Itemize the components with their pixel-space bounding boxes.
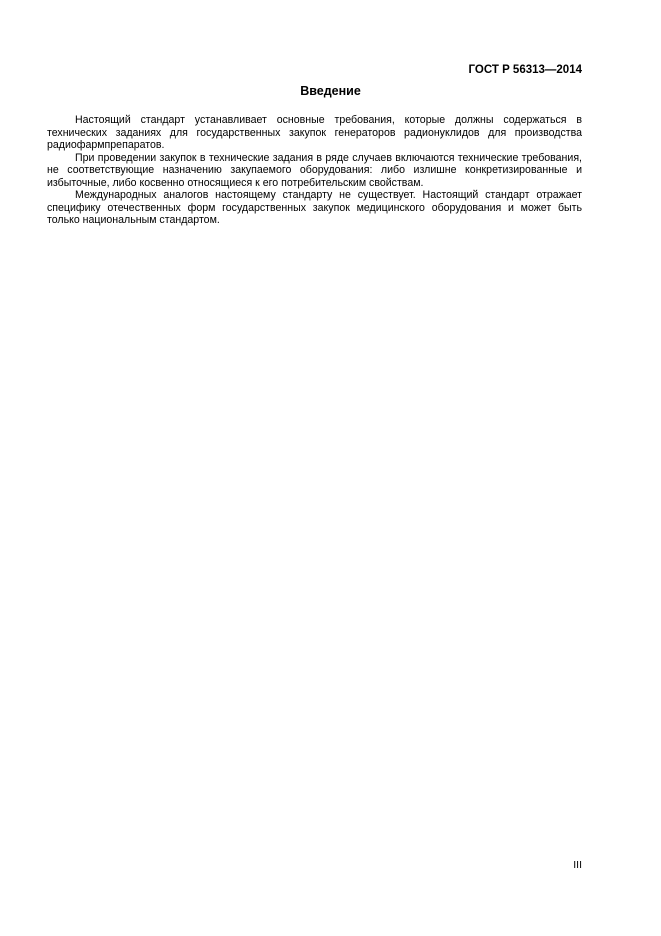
paragraph: Международных аналогов настоящему стандарту не существует. Настоящий стандарт отражает специфику отечественных форм государственных закупок медицинского оборудования и может быть только национальным стандартом.: [47, 189, 582, 226]
section-title: Введение: [300, 84, 361, 98]
paragraph: Настоящий стандарт устанавливает основные требования, которые должны содержаться в технических заданиях для государственных закупок генераторов радионуклидов для производства радиофармпрепаратов.: [47, 114, 582, 151]
paragraph: При проведении закупок в технические задания в ряде случаев включаются технические требования, не соответствующие назначению закупаемого оборудования: либо излишне конкретизированные и избыточные, либо косвенно относящиеся к его потребительским свойствам.: [47, 151, 582, 189]
document-code: ГОСТ Р 56313—2014: [468, 64, 582, 76]
body-text: [47, 114, 582, 227]
page-number: III: [573, 859, 582, 871]
